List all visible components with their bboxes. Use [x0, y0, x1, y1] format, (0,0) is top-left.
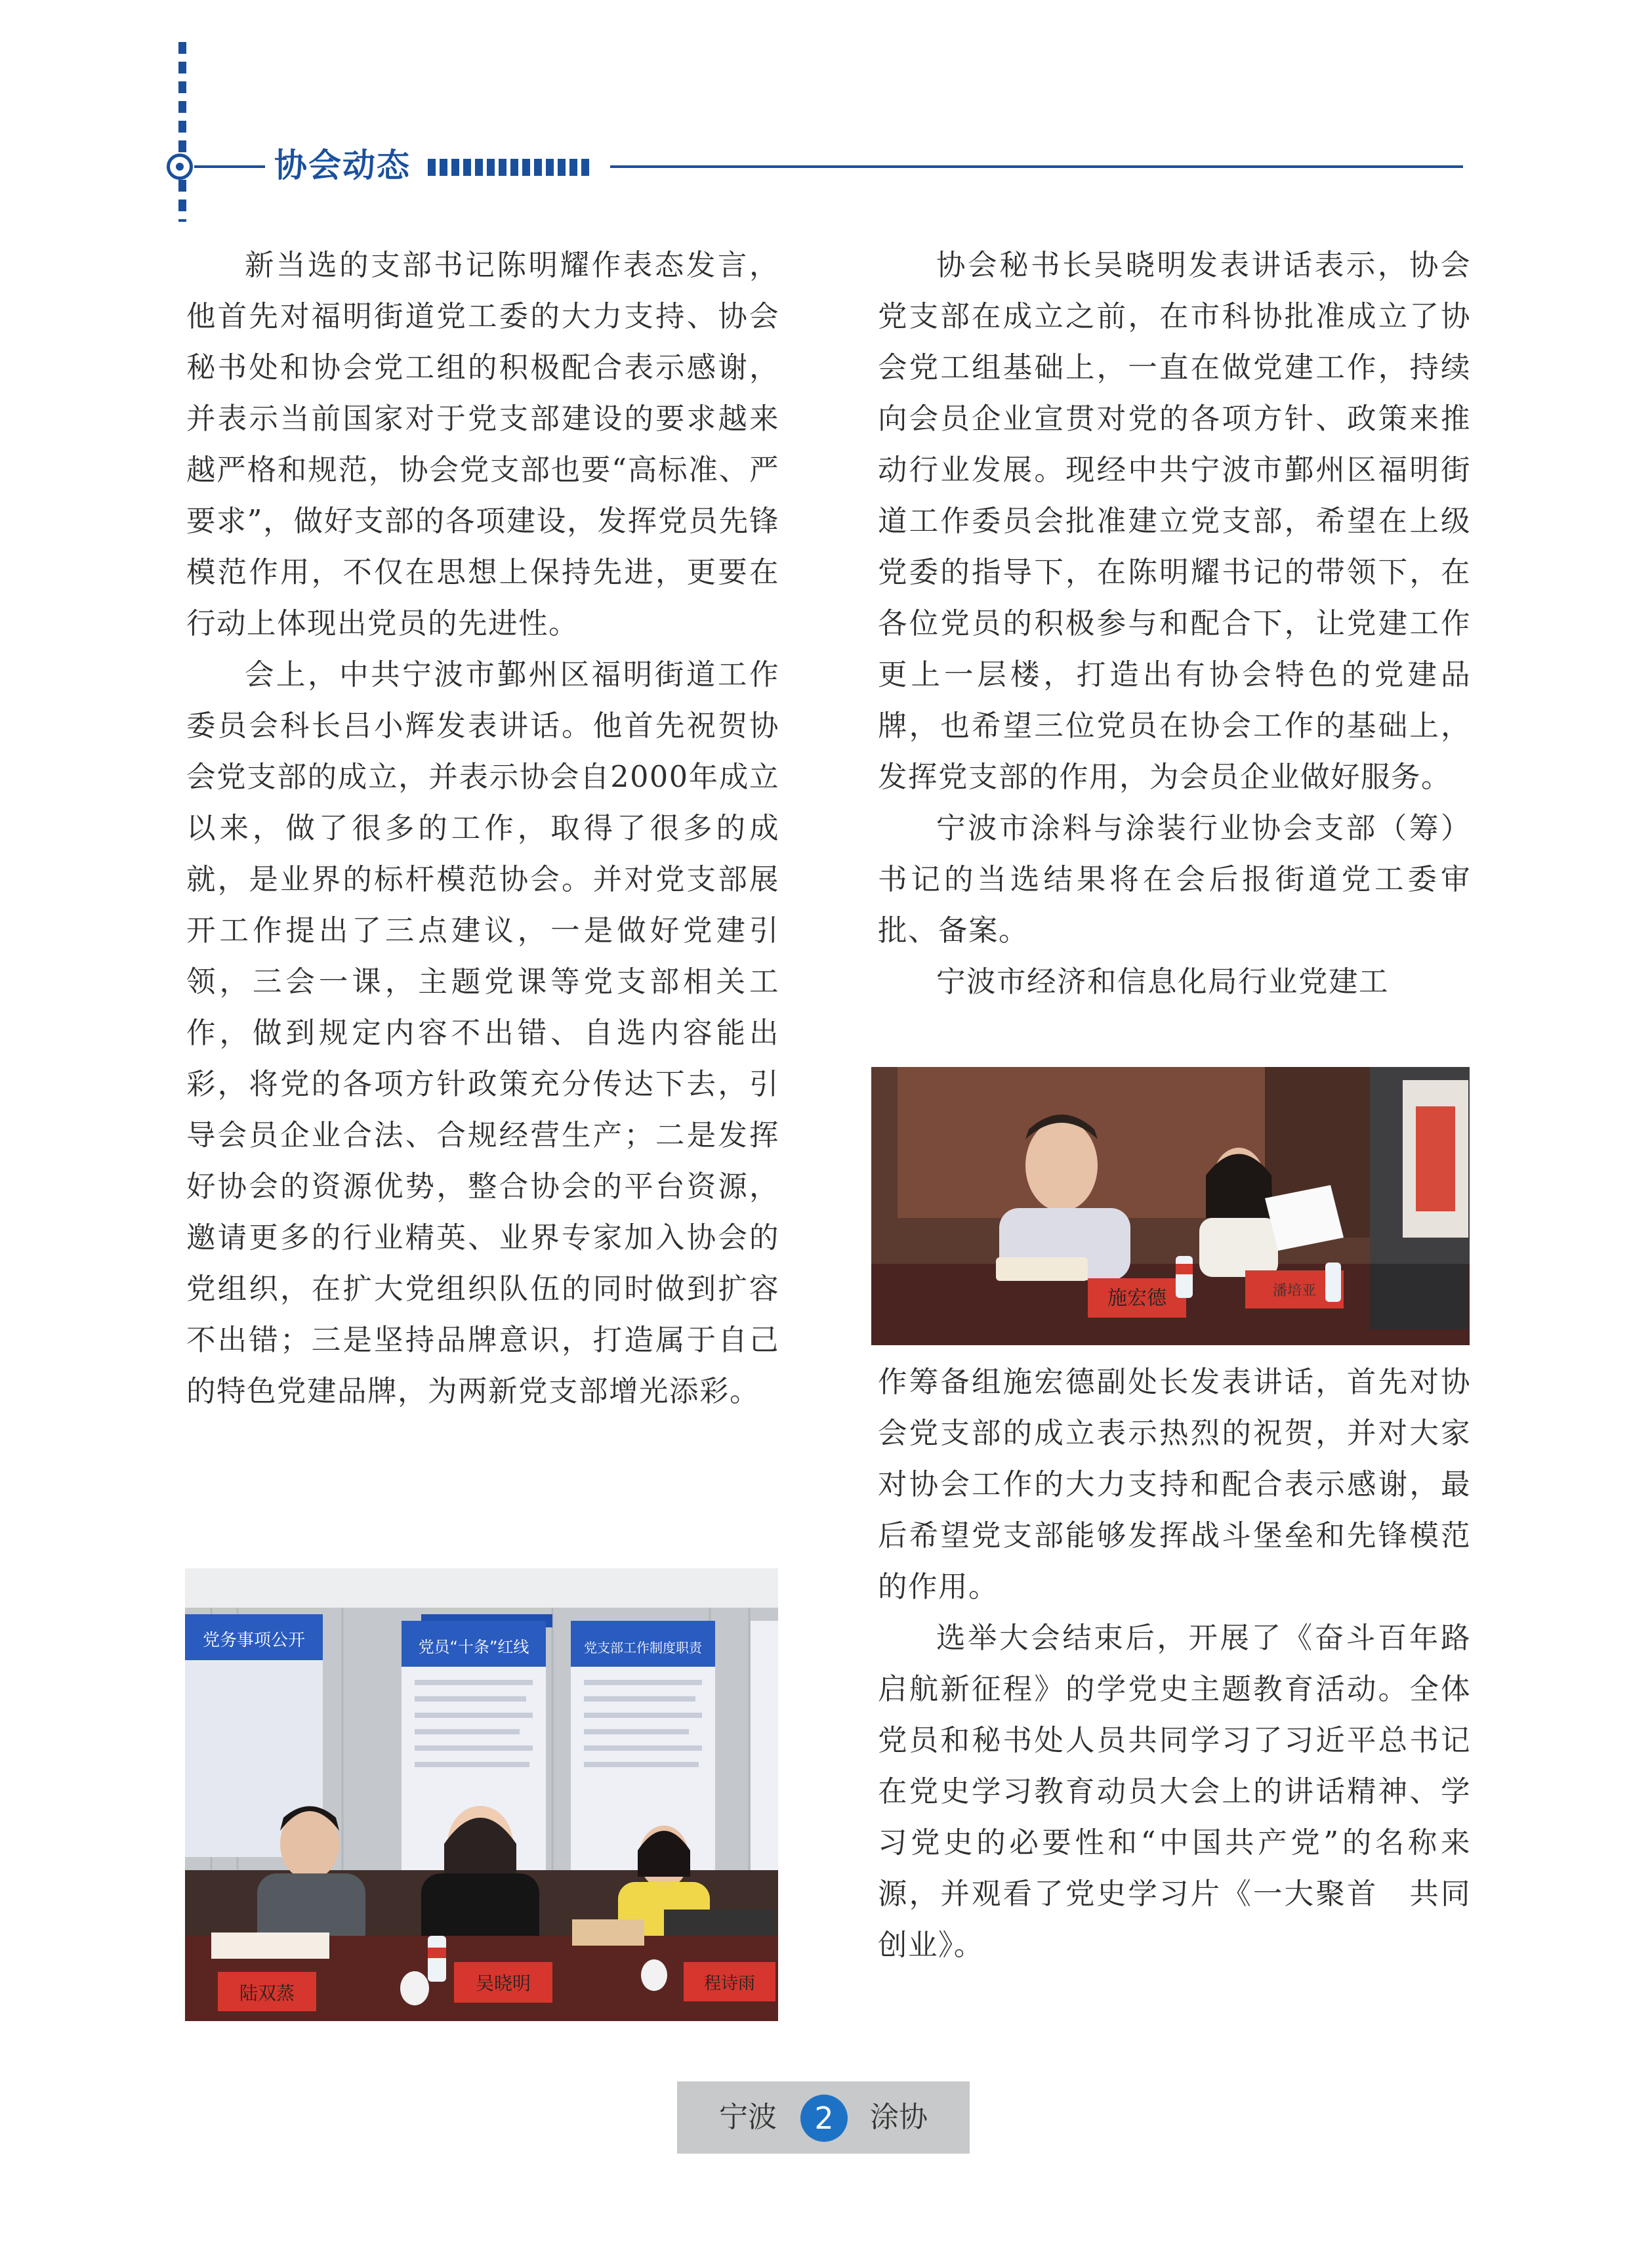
right-column-text-top — [878, 240, 1471, 1008]
footer-right-label: 涂协 — [870, 2100, 928, 2134]
paragraph: 宁波市经济和信息化局行业党建工 — [936, 965, 1390, 999]
nameplate-right-2: 潘培亚 — [1272, 1283, 1317, 1299]
footer-left-label: 宁波 — [719, 2100, 777, 2134]
paragraph: 新当选的支部书记陈明耀作表态发言，他首先对福明街道党工委的大力支持、协会秘书处和协会党工组的积极配合表示感谢，并表示当前国家对于党支部建设的要求越来越严格和规范，协会党支部也要“高标准、严要求”，做好支部的各项建设，发挥党员先锋模范作用，不仅在思想上保持先进，更要在行动上体现出党员的先进性。 — [186, 249, 779, 640]
header-target-icon — [167, 154, 193, 180]
section-title: 协会动态 — [274, 146, 411, 184]
poster-title-3: 党支部工作制度职责 — [584, 1640, 702, 1656]
page-footer — [677, 2081, 970, 2154]
meeting-photo-right — [871, 1067, 1470, 1345]
paragraph: 宁波市涂料与涂装行业协会支部（筹）书记的当选结果将在会后报街道党工委审批、备案。 — [878, 812, 1471, 948]
meeting-photo-right-illustration — [871, 1067, 1470, 1345]
paragraph: 协会秘书长吴晓明发表讲话表示，协会党支部在成立之前，在市科协批准成立了协会党工组基础上，一直在做党建工作，持续向会员企业宣贯对党的各项方针、政策来推动行业发展。现经中共宁波市鄞州区福明街道工作委员会批准建立党支部，希望在上级党委的指导下，在陈明耀书记的带领下，在各位党员的积极参与和配合下，让党建工作更上一层楼，打造出有协会特色的党建品牌，也希望三位党员在协会工作的基础上，发挥党支部的作用，为会员企业做好服务。 — [878, 249, 1471, 794]
meeting-photo-left-illustration — [185, 1568, 778, 2021]
nameplate-left-3: 程诗雨 — [703, 1974, 756, 1994]
paragraph: 会上，中共宁波市鄞州区福明街道工作委员会科长吕小辉发表讲话。他首先祝贺协会党支部的成立，并表示协会自2000年成立以来，做了很多的工作，取得了很多的成就，是业界的标杆模范协会。并对党支部展开工作提出了三点建议，一是做好党建引领，三会一课，主题党课等党支部相关工作，做到规定内容不出错、自选内容能出彩，将党的各项方针政策充分传达下去，引导会员企业合法、合规经营生产；二是发挥好协会的资源优势，整合协会的平台资源，邀请更多的行业精英、业界专家加入协会的党组织，在扩大党组织队伍的同时做到扩容不出错；三是坚持品牌意识，打造属于自己的特色党建品牌，为两新党支部增光添彩。 — [186, 658, 779, 1408]
page-number-badge: 2 — [800, 2095, 848, 2142]
paragraph: 选举大会结束后，开展了《奋斗百年路 启航新征程》的学党史主题教育活动。全体党员和秘书处人员共同学习了习近平总书记在党史学习教育动员大会上的讲话精神、学习党史的必要性和“中国共产党”的名称来源，并观看了党史学习片《一大聚首 共同创业》。 — [878, 1621, 1471, 1962]
paragraph-continuation: 作筹备组施宏德副处长发表讲话，首先对协会党支部的成立表示热烈的祝贺，并对大家对协会工作的大力支持和配合表示感谢，最后希望党支部能够发挥战斗堡垒和先锋模范的作用。 — [878, 1366, 1471, 1604]
header-rule-short — [194, 165, 265, 168]
header-dash-blocks — [428, 159, 590, 176]
poster-title-1: 党务事项公开 — [202, 1631, 306, 1650]
meeting-photo-left — [185, 1568, 778, 2021]
poster-title-2: 党员“十条”红线 — [418, 1638, 529, 1656]
nameplate-right-1: 施宏德 — [1107, 1287, 1167, 1310]
header-rule-long — [610, 165, 1463, 168]
header-dotted-vertical-line — [178, 42, 186, 222]
right-column-text-bottom — [878, 1357, 1471, 1971]
left-column-text — [186, 240, 779, 1417]
nameplate-left-1: 陆双蒸 — [239, 1982, 295, 2004]
nameplate-left-2: 吴晓明 — [475, 1973, 531, 1994]
